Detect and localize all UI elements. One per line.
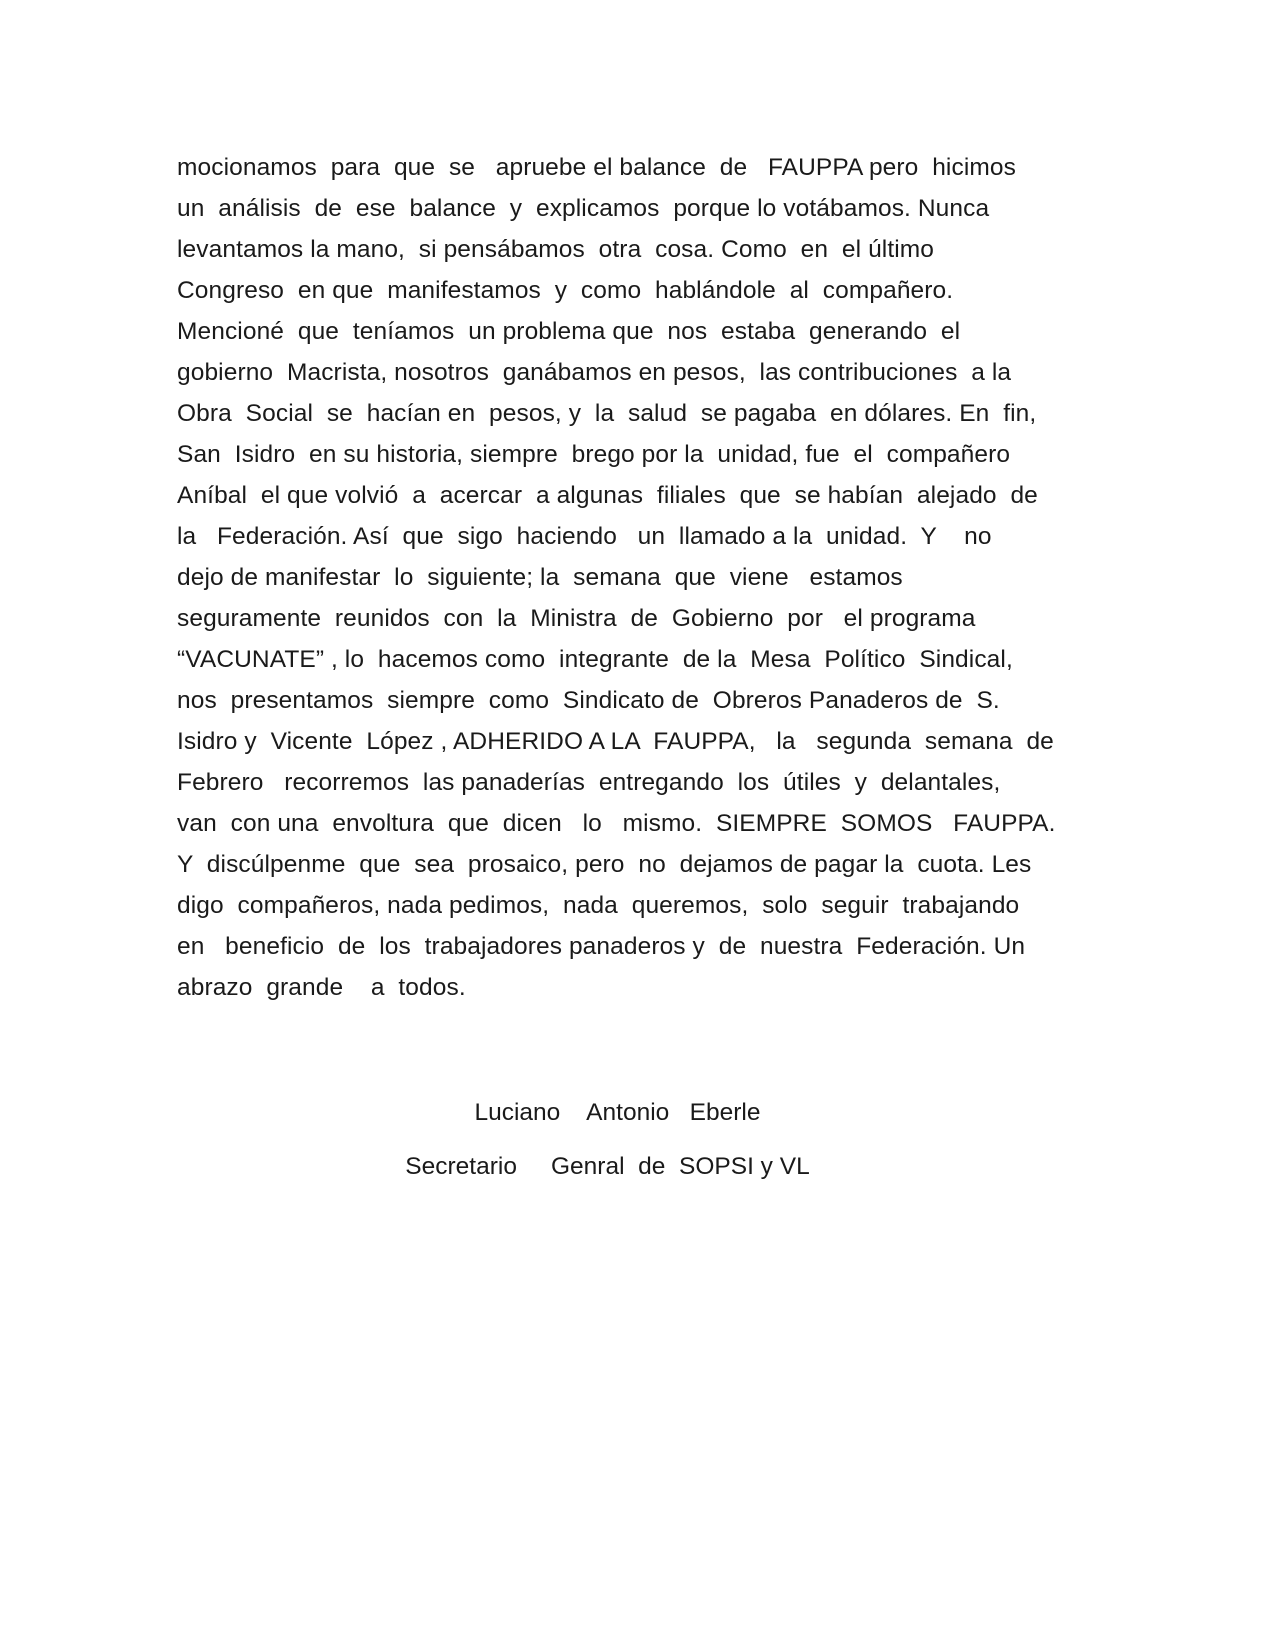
signature-name: Luciano Antonio Eberle xyxy=(474,1099,761,1126)
body-line: Mencioné que teníamos un problema que nos estaba generando el xyxy=(177,318,961,345)
body-line: van con una envoltura que dicen lo mismo. SIEMPRE SOMOS FAUPPA. xyxy=(177,810,1056,837)
body-line: levantamos la mano, si pensábamos otra cosa. Como en el último xyxy=(177,236,935,263)
body-line: “VACUNATE” , lo hacemos como integrante de la Mesa Político Sindical, xyxy=(177,646,1013,673)
body-line: digo compañeros, nada pedimos, nada queremos, solo seguir trabajando xyxy=(177,892,1020,919)
body-line: Febrero recorremos las panaderías entregando los útiles y delantales, xyxy=(177,769,1001,796)
body-line: en beneficio de los trabajadores panaderos y de nuestra Federación. Un xyxy=(177,933,1026,960)
body-line: Congreso en que manifestamos y como hablándole al compañero. xyxy=(177,277,954,304)
body-line: mocionamos para que se apruebe el balance de FAUPPA pero hicimos xyxy=(177,154,1016,181)
body-line: seguramente reunidos con la Ministra de Gobierno por el programa xyxy=(177,605,976,632)
body-line: nos presentamos siempre como Sindicato de Obreros Panaderos de S. xyxy=(177,687,1000,714)
body-line: dejo de manifestar lo siguiente; la semana que viene estamos xyxy=(177,564,903,591)
letter-body xyxy=(177,147,1107,1008)
body-line: Y discúlpenme que sea prosaico, pero no dejamos de pagar la cuota. Les xyxy=(177,851,1032,878)
body-line: gobierno Macrista, nosotros ganábamos en pesos, las contribuciones a la xyxy=(177,359,1012,386)
body-line: un análisis de ese balance y explicamos porque lo votábamos. Nunca xyxy=(177,195,990,222)
signature-title: Secretario Genral de SOPSI y VL xyxy=(405,1153,810,1180)
body-line: San Isidro en su historia, siempre brego por la unidad, fue el compañero xyxy=(177,441,1011,468)
body-line: la Federación. Así que sigo haciendo un llamado a la unidad. Y no xyxy=(177,523,992,550)
body-line: abrazo grande a todos. xyxy=(177,974,466,1001)
body-line: Isidro y Vicente López , ADHERIDO A LA FAUPPA, la segunda semana de xyxy=(177,728,1054,755)
body-line: Obra Social se hacían en pesos, y la salud se pagaba en dólares. En fin, xyxy=(177,400,1037,427)
body-line: Aníbal el que volvió a acercar a algunas filiales que se habían alejado de xyxy=(177,482,1038,509)
